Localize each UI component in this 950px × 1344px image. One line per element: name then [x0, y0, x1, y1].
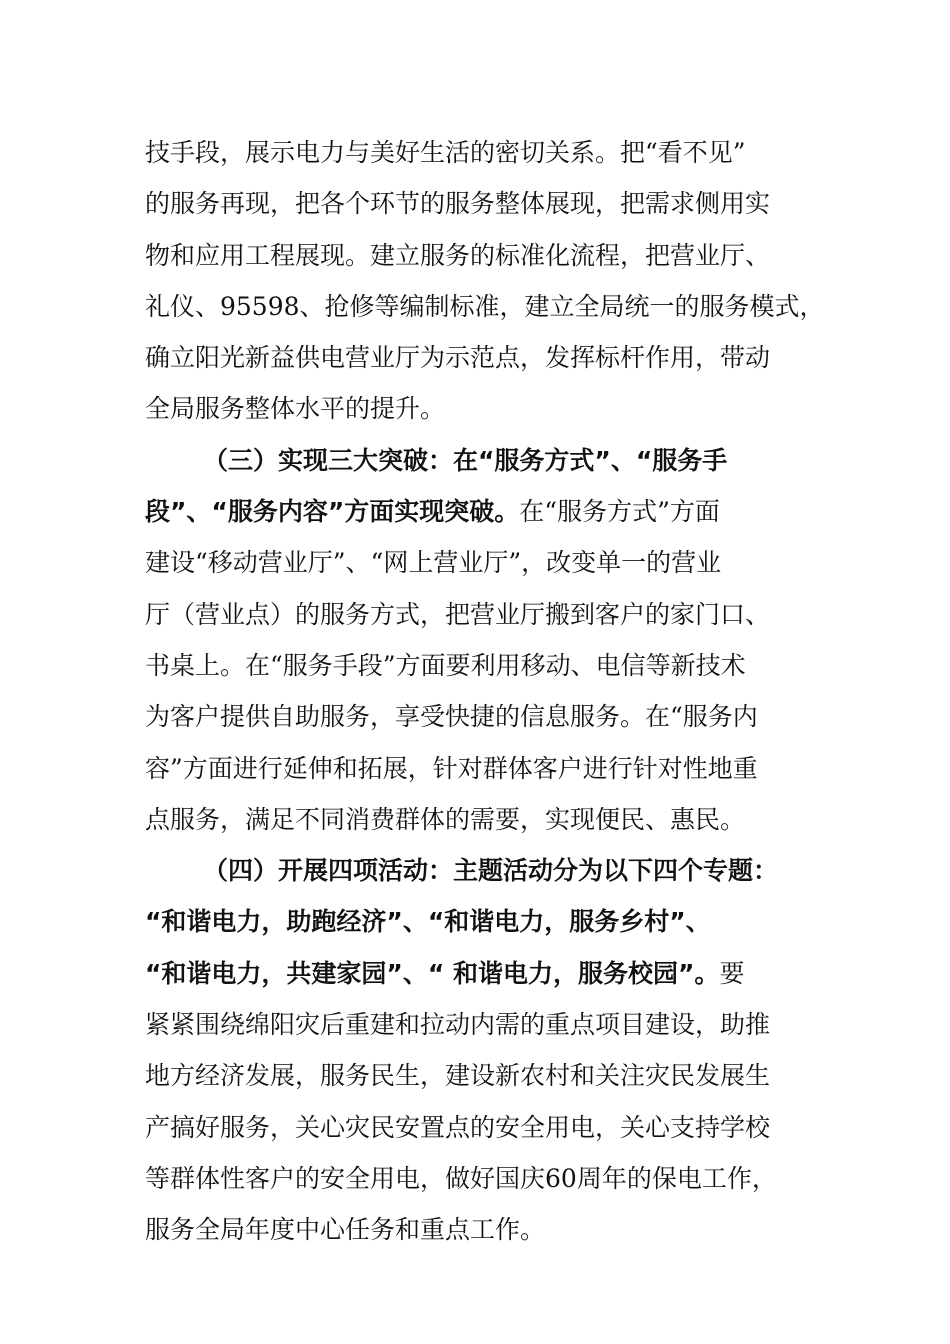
document-body	[145, 127, 835, 1256]
text-line: 物和应用工程展现。建立服务的标准化流程，把营业厅、	[145, 240, 771, 270]
section-heading-4-cont: “和谐电力，助跑经济”、“和谐电力，服务乡村”、	[145, 907, 711, 937]
section-heading-3: （三）实现三大突破：在“服务方式”、“服务手	[203, 445, 728, 475]
text-line: 容”方面进行延伸和拓展，针对群体客户进行针对性地重	[145, 753, 758, 783]
text-line: 为客户提供自助服务，享受快捷的信息服务。在“服务内	[145, 702, 758, 732]
text-line: 厅（营业点）的服务方式，把营业厅搬到客户的家门口、	[145, 599, 771, 629]
text-line: 地方经济发展，服务民生，建设新农村和关注灾民发展生	[145, 1061, 771, 1091]
text-fragment: 要	[719, 958, 745, 988]
text-line: 礼仪、95598、抢修等编制标准，建立全局统一的服务模式，	[145, 291, 825, 321]
section-heading-4-cont: “和谐电力，共建家园”、“ 和谐电力，服务校园”。	[145, 958, 720, 988]
text-fragment: 在“服务方式”方面	[519, 497, 720, 527]
text-line: 紧紧围绕绵阳灾后重建和拉动内需的重点项目建设，助推	[145, 1010, 771, 1040]
text-line: 等群体性客户的安全用电，做好国庆60周年的保电工作，	[145, 1163, 777, 1193]
text-line: 产搞好服务，关心灾民安置点的安全用电，关心支持学校	[145, 1112, 771, 1142]
text-line: 确立阳光新益供电营业厅为示范点，发挥标杆作用，带动	[145, 343, 771, 373]
text-line: 的服务再现，把各个环节的服务整体展现，把需求侧用实	[145, 189, 771, 219]
text-line: 全局服务整体水平的提升。	[145, 394, 446, 424]
section-heading-4: （四）开展四项活动：主题活动分为以下四个专题：	[203, 856, 779, 886]
text-line: 建设“移动营业厅”、“网上营业厅”，改变单一的营业	[145, 548, 722, 578]
text-line: 技手段，展示电力与美好生活的密切关系。把“看不见”	[145, 138, 746, 167]
section-heading-3-cont: 段”、“服务内容”方面实现突破。	[145, 497, 520, 527]
text-line: 服务全局年度中心任务和重点工作。	[145, 1215, 546, 1245]
text-line: 点服务，满足不同消费群体的需要，实现便民、惠民。	[145, 804, 746, 834]
text-line	[145, 948, 835, 999]
text-line: 书桌上。在“服务手段”方面要利用移动、电信等新技术	[145, 650, 746, 680]
text-line	[145, 486, 835, 537]
